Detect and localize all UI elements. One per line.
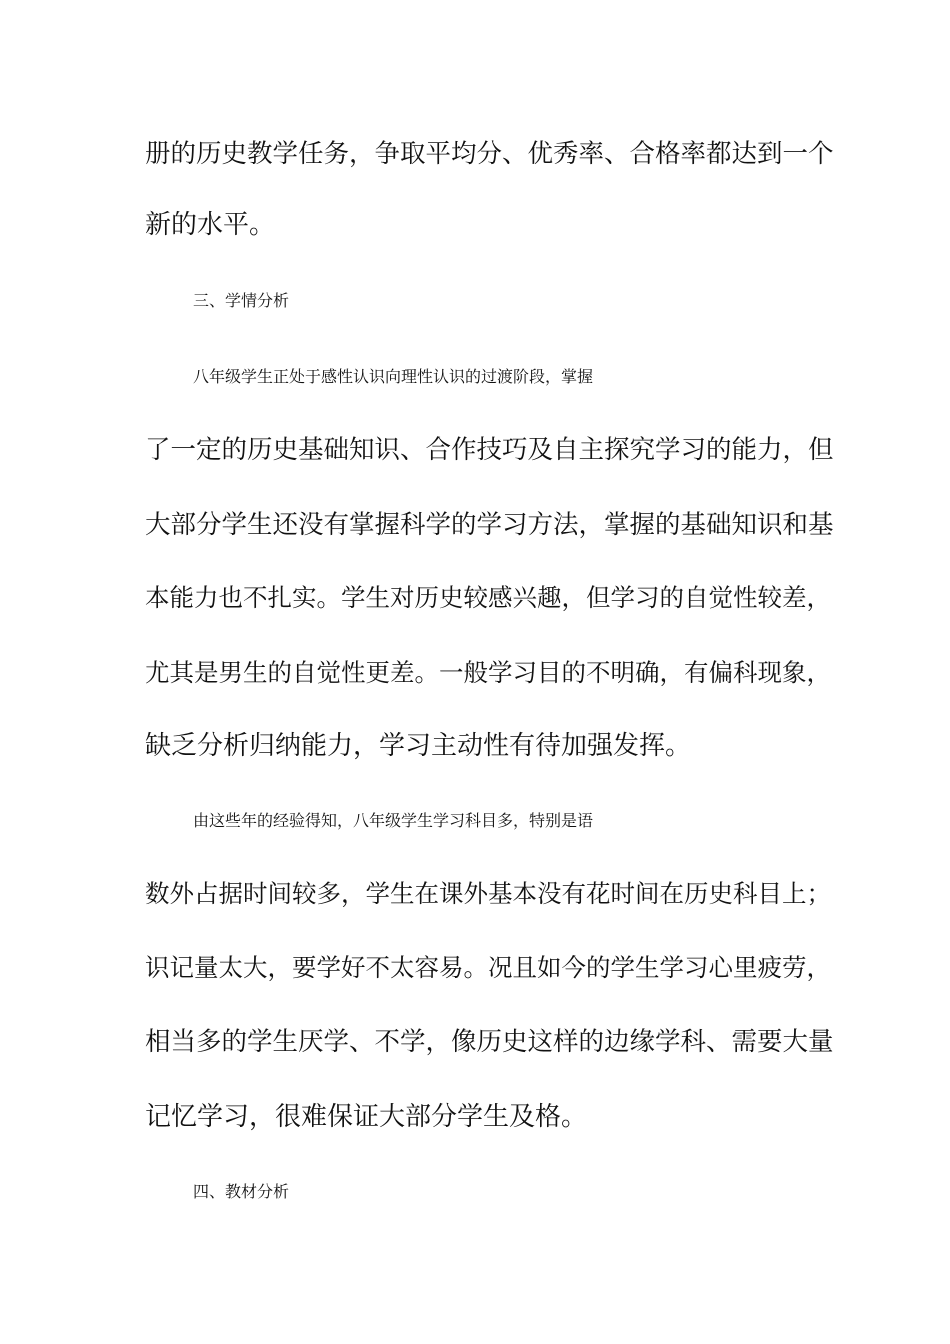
text-line-1: 册的历史教学任务，争取平均分、优秀率、合格率都达到一个	[145, 139, 834, 169]
paragraph-line-10: 相当多的学生厌学、不学，像历史这样的边缘学科、需要大量	[145, 1027, 834, 1057]
paragraph-line-4: 本能力也不扎实。学生对历史较感兴趣，但学习的自觉性较差，	[145, 583, 831, 612]
paragraph-line-7: 由这些年的经验得知，八年级学生学习科目多，特别是语	[193, 811, 594, 830]
paragraph-line-9: 识记量太大，要学好不太容易。况且如今的学生学习心里疲劳，	[145, 953, 831, 982]
paragraph-line-8: 数外占据时间较多，学生在课外基本没有花时间在历史科目上；	[145, 879, 831, 908]
section-heading-3: 三、学情分析	[193, 291, 290, 310]
paragraph-line-5: 尤其是男生的自觉性更差。一般学习目的不明确，有偏科现象，	[145, 658, 831, 687]
paragraph-line-1: 八年级学生正处于感性认识向理性认识的过渡阶段，掌握	[193, 367, 594, 386]
paragraph-line-3: 大部分学生还没有掌握科学的学习方法，掌握的基础知识和基	[145, 510, 834, 540]
paragraph-line-2: 了一定的历史基础知识、合作技巧及自主探究学习的能力，但	[145, 435, 834, 465]
section-heading-4: 四、教材分析	[193, 1182, 290, 1201]
text-line-2: 新的水平。	[145, 210, 276, 240]
paragraph-line-11: 记忆学习，很难保证大部分学生及格。	[145, 1102, 588, 1132]
paragraph-line-6: 缺乏分析归纳能力，学习主动性有待加强发挥。	[145, 731, 692, 761]
